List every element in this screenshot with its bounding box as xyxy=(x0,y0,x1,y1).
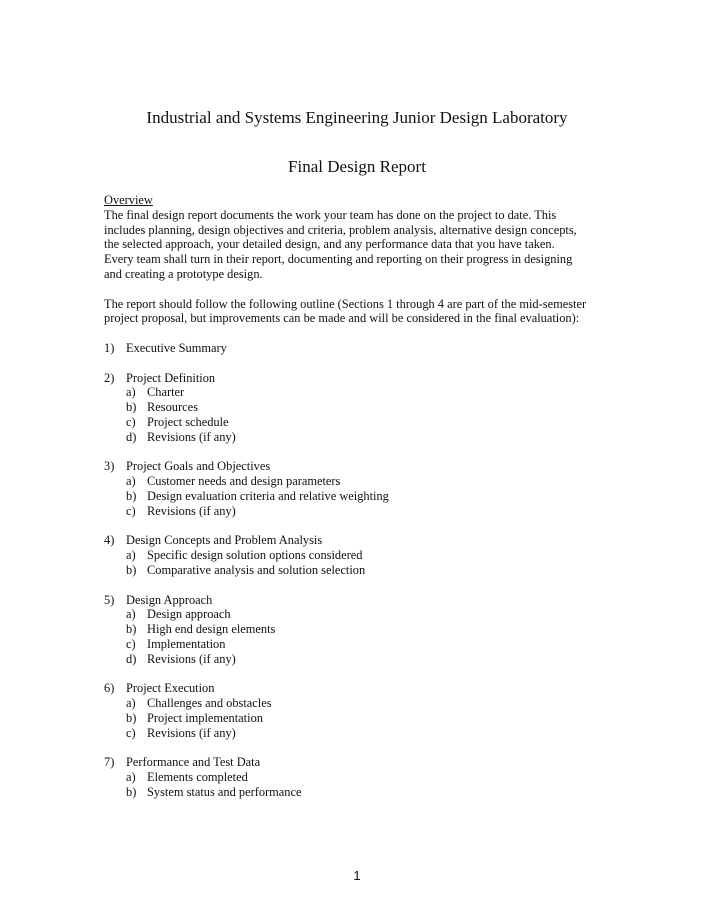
subsection-item xyxy=(126,607,624,622)
subsection-label: Comparative analysis and solution selection xyxy=(147,562,366,577)
outline-section-row xyxy=(104,341,624,356)
subsection-letter: d) xyxy=(126,651,137,666)
overview-line: and creating a prototype design. xyxy=(104,266,263,281)
overview-line: The final design report documents the work your team has done on the project to date. This xyxy=(104,207,557,222)
spacer xyxy=(104,326,624,341)
subsection-label: Revisions (if any) xyxy=(147,651,236,666)
spacer xyxy=(104,282,624,297)
overview-paragraph xyxy=(104,208,624,282)
subsection-item xyxy=(126,637,624,652)
subsection-letter: a) xyxy=(126,385,136,400)
subsection-item xyxy=(126,696,624,711)
document-subtitle: Final Design Report xyxy=(288,157,426,176)
subsection-label: Revisions (if any) xyxy=(147,429,236,444)
subsection-label: Design evaluation criteria and relative weighting xyxy=(147,488,389,503)
outline-intro-line: project proposal, but improvements can be made and will be considered in the final evaluation): xyxy=(104,311,580,326)
document-body xyxy=(104,193,624,814)
subsection-letter: b) xyxy=(126,784,137,799)
report-outline xyxy=(104,341,624,800)
subsection-label: Implementation xyxy=(147,636,226,651)
outline-section-row xyxy=(104,533,624,548)
subsection-letter: c) xyxy=(126,636,136,651)
subsection-label: Elements completed xyxy=(147,770,248,785)
outline-section xyxy=(104,681,624,740)
subsection-letter: b) xyxy=(126,400,137,415)
subsection-item xyxy=(126,622,624,637)
overview-line: Every team shall turn in their report, documenting and reporting on their progress in designing xyxy=(104,252,573,267)
subsection-item xyxy=(126,785,624,800)
subsection-item xyxy=(126,548,624,563)
section-label: Design Approach xyxy=(126,592,213,607)
section-number: 3) xyxy=(104,459,115,474)
subsection-letter: c) xyxy=(126,725,136,740)
subsection-label: Project schedule xyxy=(147,414,229,429)
subsection-item xyxy=(126,504,624,519)
outline-section xyxy=(104,459,624,518)
outline-section xyxy=(104,341,624,356)
subsection-list xyxy=(104,696,624,740)
outline-section xyxy=(104,755,624,799)
subsection-label: Project implementation xyxy=(147,710,263,725)
subsection-label: Challenges and obstacles xyxy=(147,696,272,711)
outline-section-row xyxy=(104,681,624,696)
outline-section-row xyxy=(104,459,624,474)
subsection-letter: b) xyxy=(126,710,137,725)
overview-heading: Overview xyxy=(104,193,153,207)
subsection-item xyxy=(126,489,624,504)
section-number: 1) xyxy=(104,340,115,355)
section-label: Design Concepts and Problem Analysis xyxy=(126,533,323,548)
subsection-letter: a) xyxy=(126,696,136,711)
subsection-list xyxy=(104,385,624,444)
subsection-item xyxy=(126,430,624,445)
outline-section xyxy=(104,593,624,667)
subsection-item xyxy=(126,400,624,415)
section-number: 5) xyxy=(104,592,115,607)
outline-section-row xyxy=(104,593,624,608)
section-number: 7) xyxy=(104,755,115,770)
section-number: 2) xyxy=(104,370,115,385)
subsection-item xyxy=(126,415,624,430)
subsection-letter: b) xyxy=(126,562,137,577)
subsection-letter: d) xyxy=(126,429,137,444)
document-title: Industrial and Systems Engineering Junior Design Laboratory xyxy=(146,108,568,127)
outline-intro-paragraph xyxy=(104,297,624,327)
outline-section-row xyxy=(104,755,624,770)
outline-section xyxy=(104,371,624,445)
subsection-list xyxy=(104,770,624,800)
overview-line: includes planning, design objectives and criteria, problem analysis, alternative design concepts, xyxy=(104,222,577,237)
subsection-label: Specific design solution options considered xyxy=(147,548,363,563)
subsection-label: Customer needs and design parameters xyxy=(147,474,341,489)
subsection-letter: b) xyxy=(126,488,137,503)
subsection-item xyxy=(126,770,624,785)
subsection-list xyxy=(104,607,624,666)
subsection-letter: a) xyxy=(126,607,136,622)
section-label: Executive Summary xyxy=(126,340,227,355)
subsection-label: System status and performance xyxy=(147,784,302,799)
subsection-label: Charter xyxy=(147,385,185,400)
section-number: 4) xyxy=(104,533,115,548)
section-label: Project Definition xyxy=(126,370,216,385)
subsection-item xyxy=(126,652,624,667)
subsection-letter: c) xyxy=(126,414,136,429)
section-label: Performance and Test Data xyxy=(126,755,261,770)
subsection-letter: c) xyxy=(126,503,136,518)
subsection-letter: a) xyxy=(126,770,136,785)
section-label: Project Goals and Objectives xyxy=(126,459,271,474)
outline-intro-line: The report should follow the following outline (Sections 1 through 4 are part of the mid-semester xyxy=(104,296,587,311)
subsection-item xyxy=(126,726,624,741)
subsection-label: High end design elements xyxy=(147,622,276,637)
subsection-label: Design approach xyxy=(147,607,231,622)
subsection-letter: a) xyxy=(126,474,136,489)
subsection-letter: b) xyxy=(126,622,137,637)
subsection-list xyxy=(104,474,624,518)
subsection-item xyxy=(126,474,624,489)
section-label: Project Execution xyxy=(126,681,215,696)
subsection-label: Resources xyxy=(147,400,198,415)
subsection-item xyxy=(126,711,624,726)
section-number: 6) xyxy=(104,681,115,696)
page-number: 1 xyxy=(353,868,361,883)
subsection-letter: a) xyxy=(126,548,136,563)
subsection-item xyxy=(126,385,624,400)
subsection-list xyxy=(104,548,624,578)
overview-line: the selected approach, your detailed design, and any performance data that you have taken. xyxy=(104,237,555,252)
subsection-label: Revisions (if any) xyxy=(147,725,236,740)
outline-section xyxy=(104,533,624,577)
subsection-item xyxy=(126,563,624,578)
outline-section-row xyxy=(104,371,624,386)
subsection-label: Revisions (if any) xyxy=(147,503,236,518)
